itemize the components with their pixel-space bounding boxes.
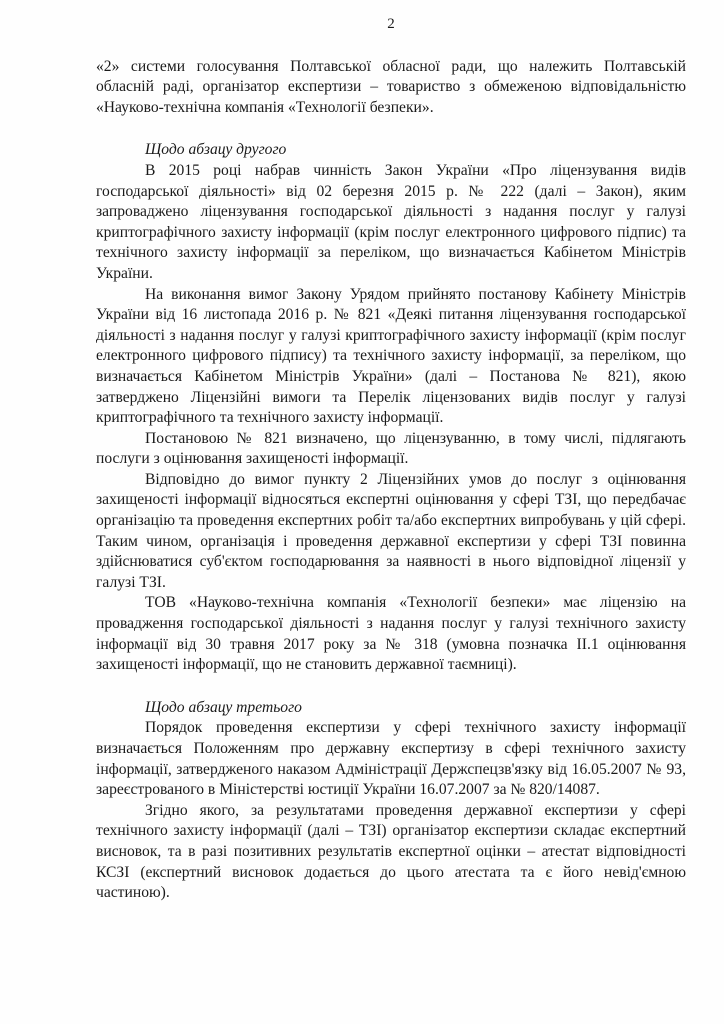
paragraph: Постановою № 821 визначено, що ліцензуванню, в тому числі, підлягають послуги з оцінювання захищеності інформації.	[96, 429, 686, 468]
paragraph: ТОВ «Науково-технічна компанія «Технології безпеки» має ліцензію на провадження господарської діяльності з надання послуг у галузі технічного захисту інформації від 30 травня 2017 року за № 318 (умовна позначка ІІ.1 оцінювання захищеності інформації, що не становить державної таємниці).	[96, 594, 686, 674]
paragraph: В 2015 році набрав чинність Закон України «Про ліцензування видів господарської діяльності» від 02 березня 2015 р. № 222 (далі – Закон), яким запроваджено ліцензування господарської діяльності з надання послуг у галузі криптографічного захисту інформації (крім послуг електронного цифрового підпис) та технічного захисту інформації за переліком, що визначається Кабінетом Міністрів України.	[96, 161, 686, 282]
paragraph: Згідно якого, за результатами проведення державної експертизи у сфері технічного захисту інформації (далі – ТЗІ) організатор експертизи складає експертний висновок, та в разі позитивних результатів експертної оцінки – атестат відповідності КСЗІ (експертний висновок додається до цього атестата та є його невід'ємною частиною).	[96, 801, 686, 902]
paragraph: Порядок проведення експертизи у сфері технічного захисту інформації визначається Положенням про державну експертизу в сфері технічного захисту інформації, затвердженого наказом Адміністрації Держспецзв'язку від 16.05.2007 № 93, зареєстрованого в Міністерстві юстиції України 16.07.2007 за № 820/14087.	[96, 719, 686, 799]
section-heading: Щодо абзацу другого	[145, 141, 287, 159]
intro-paragraph: «2» системи голосування Полтавської обласної ради, що належить Полтавській обласній раді, організатор експертизи – товариство з обмеженою відповідальністю «Науково-технічна компанія «Технології безпеки».	[96, 57, 686, 116]
paragraph: На виконання вимог Закону Урядом прийнято постанову Кабінету Міністрів України від 16 листопада 2016 р. № 821 «Деякі питання ліцензування господарської діяльності з надання послуг у галузі криптографічного захисту інформації (крім послуг електронного цифрового підпису) та технічного захисту інформації, за переліком, що визначається Кабінетом Міністрів України» (далі – Постанова № 821), якою затверджено Ліцензійні вимоги та Перелік ліцензованих видів послуг у галузі криптографічного та технічного захисту інформації.	[96, 285, 686, 427]
section-heading: Щодо абзацу третього	[145, 698, 302, 716]
section-paragraph-three	[96, 698, 686, 904]
section-paragraph-two	[96, 140, 686, 675]
page-number: 2	[387, 16, 395, 32]
paragraph: Відповідно до вимог пункту 2 Ліцензійних умов до послуг з оцінювання захищеності інформації відносяться експертні оцінювання у сфері ТЗІ, що передбачає організацію та проведення експертних робіт та/або експертних випробувань у цій сфері. Таким чином, організація і проведення державної експертизи у сфері ТЗІ повинна здійснюватися суб'єктом господарювання за наявності в нього відповідної ліцензії у галузі ТЗІ.	[96, 470, 686, 591]
